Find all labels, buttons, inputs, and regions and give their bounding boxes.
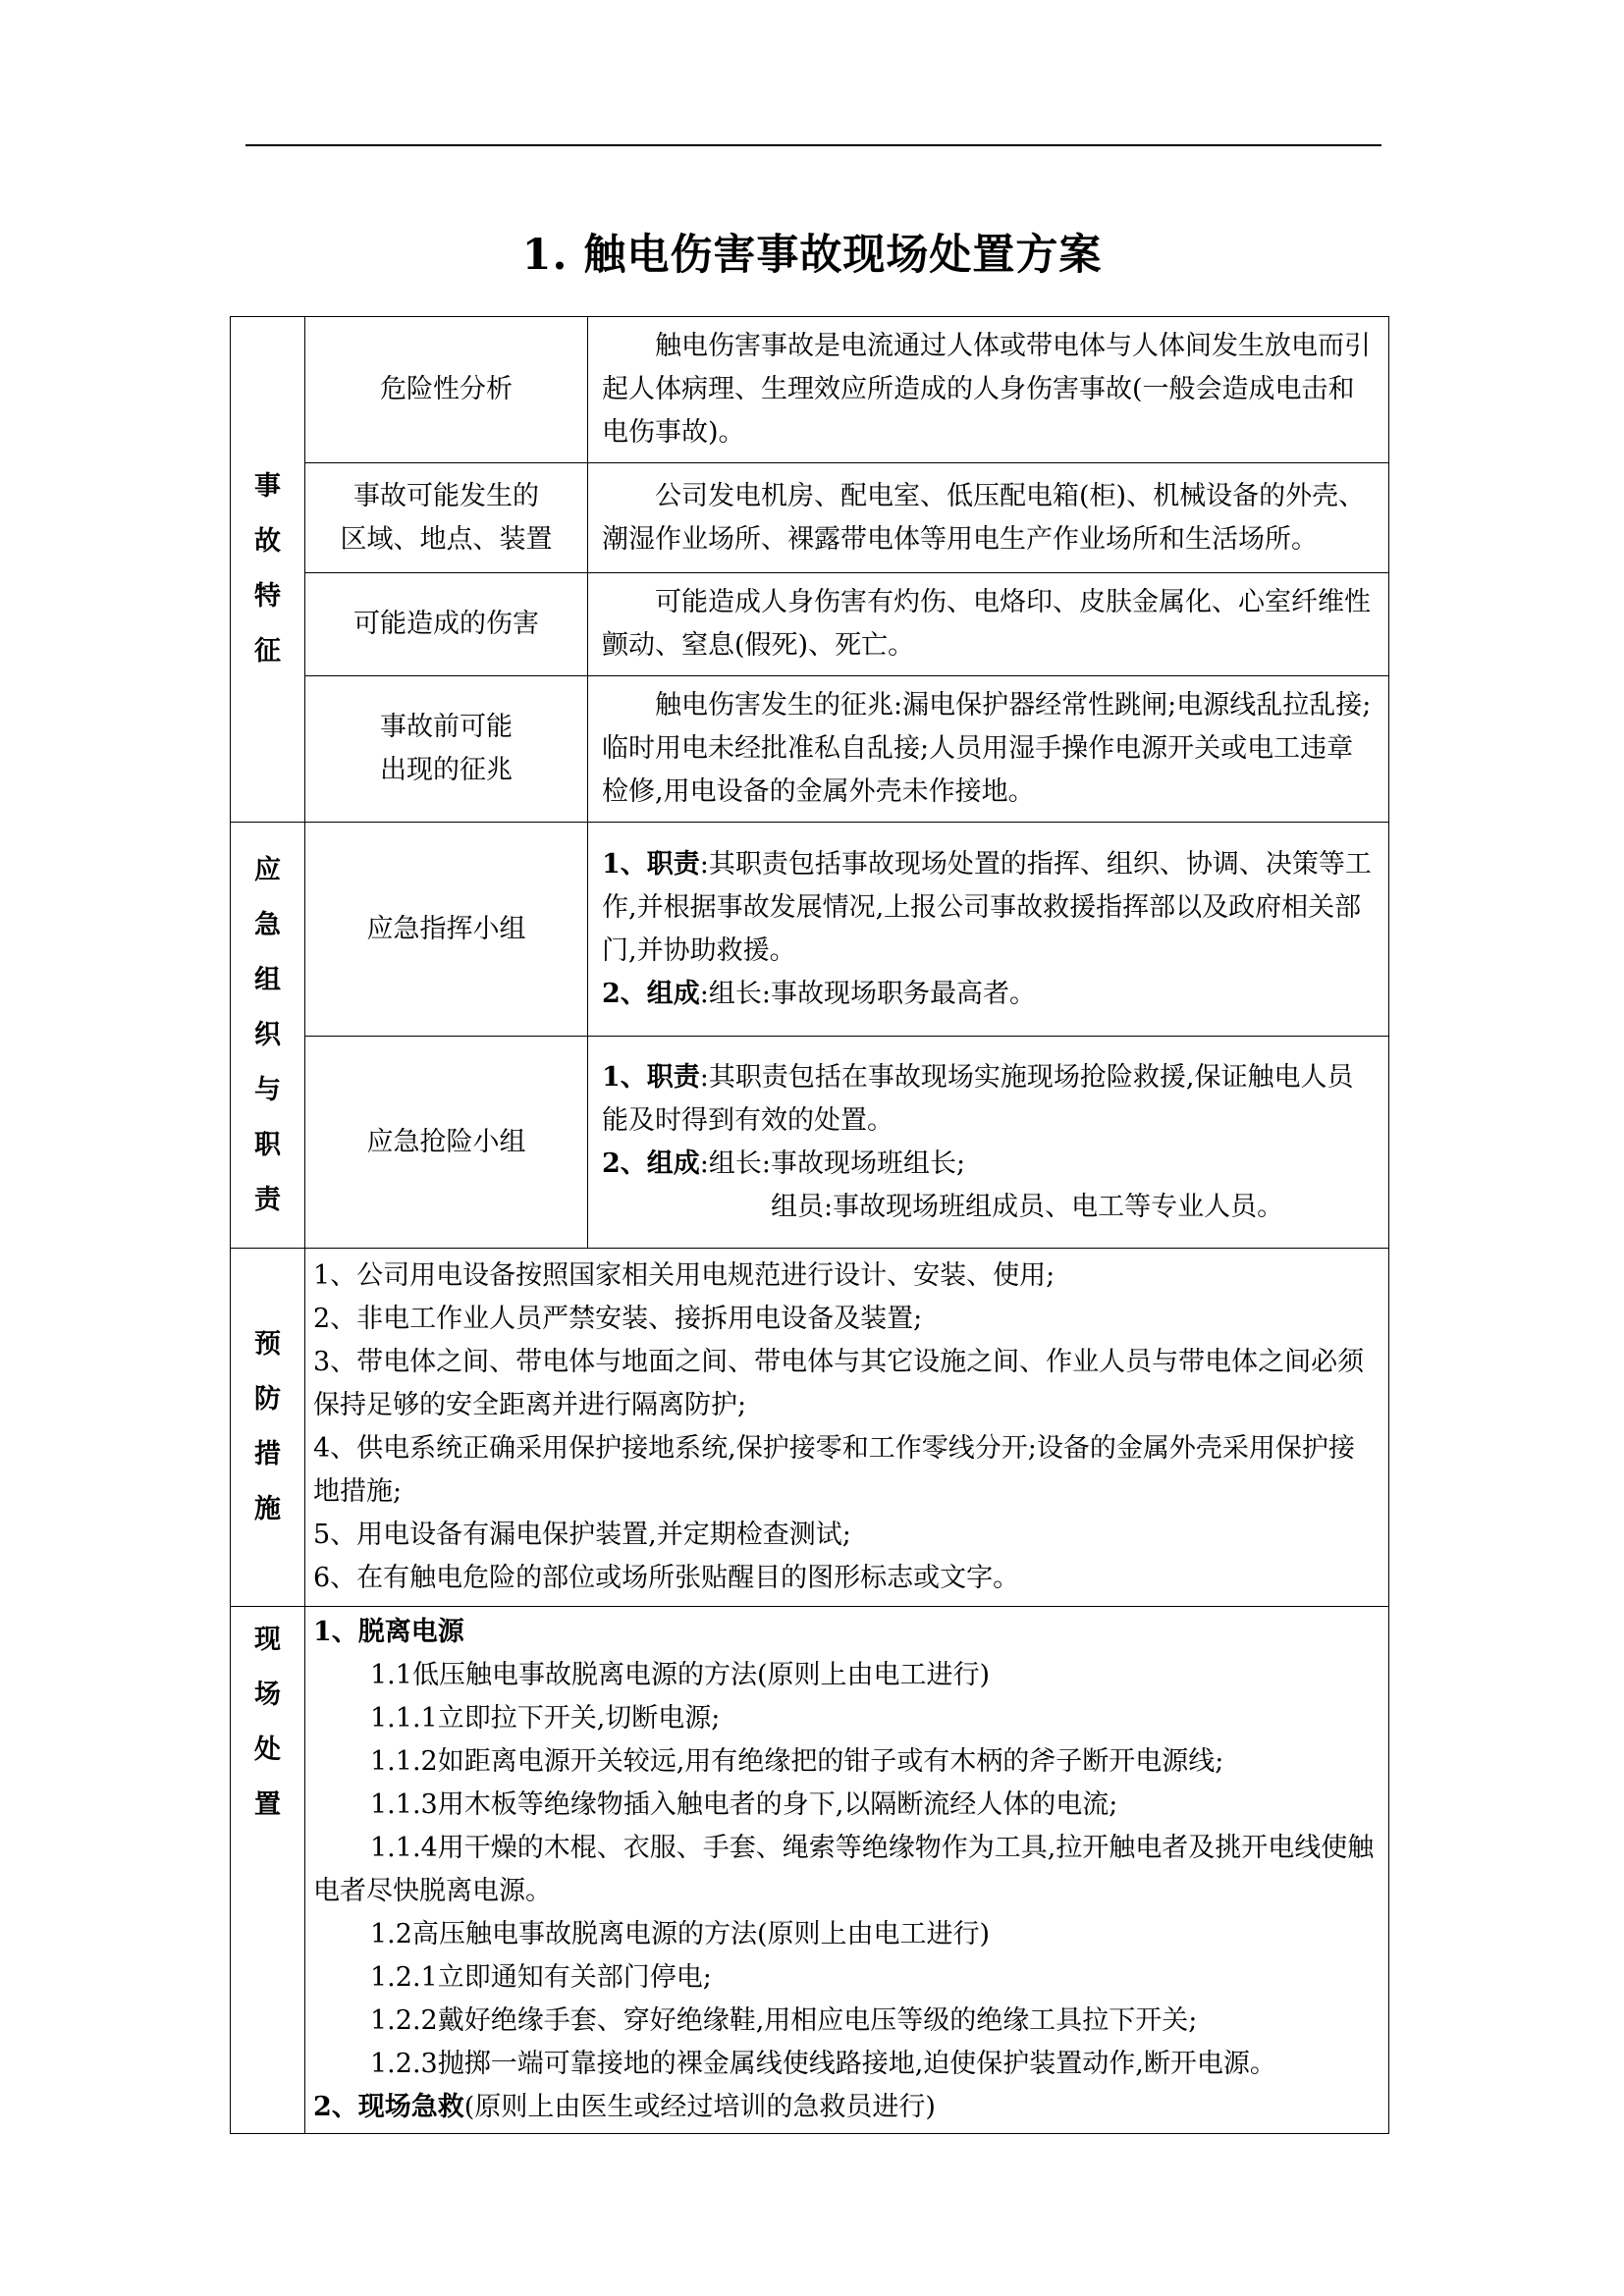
category-onsite-disposal xyxy=(231,1607,305,2134)
category-char: 组 xyxy=(254,964,281,995)
row-label-command-group: 应急指挥小组 xyxy=(305,823,588,1037)
category-char: 与 xyxy=(254,1074,281,1105)
page-title: 1. 触电伤害事故现场处置方案 xyxy=(521,231,1103,280)
step-item: 1.1.4用干燥的木棍、衣服、手套、绳索等绝缘物作为工具,拉开触电者及挑开电线使触电者尽快脱离电源。 xyxy=(313,1833,1375,1906)
category-char: 置 xyxy=(254,1789,281,1820)
category-char: 措 xyxy=(254,1439,281,1469)
header-rule xyxy=(245,144,1381,146)
category-char: 急 xyxy=(254,909,281,940)
row-text-rescue-group: 1、职责:其职责包括在事故现场实施现场抢险救援,保证触电人员能及时得到有效的处置。 2、组成:组长:事故现场班组长; 组员:事故现场班组成员、电工等专业人员。 xyxy=(588,1037,1389,1249)
category-char: 织 xyxy=(254,1019,281,1050)
table-row xyxy=(231,573,1389,676)
step-heading: 1、脱离电源 xyxy=(313,1617,464,1647)
step-item: 1.1.2如距离电源开关较远,用有绝缘把的钳子或有木柄的斧子断开电源线; xyxy=(370,1746,1224,1777)
category-char: 场 xyxy=(254,1680,281,1710)
step-item: 1.2.2戴好绝缘手套、穿好绝缘鞋,用相应电压等级的绝缘工具拉下开关; xyxy=(370,2005,1198,2036)
row-text-possible-harm: 可能造成人身伤害有灼伤、电烙印、皮肤金属化、心室纤维性颤动、窒息(假死)、死亡。 xyxy=(588,573,1389,676)
row-text-command-group: 1、职责:其职责包括事故现场处置的指挥、组织、协调、决策等工作,并根据事故发展情况,上报公司事故救援指挥部以及政府相关部门,并协助救援。 2、组成:组长:事故现场职务最高者。 xyxy=(588,823,1389,1037)
step-item: 1.1.1立即拉下开关,切断电源; xyxy=(370,1703,721,1734)
table-row xyxy=(231,1607,1389,2134)
prevention-measures xyxy=(305,1249,1389,1607)
category-char: 防 xyxy=(254,1384,281,1415)
category-char: 事 xyxy=(254,471,281,502)
table-row xyxy=(231,463,1389,573)
step-item: 1.1.3用木板等绝缘物插入触电者的身下,以隔断流经人体的电流; xyxy=(370,1789,1118,1820)
step-item: 1.2.1立即通知有关部门停电; xyxy=(370,1962,712,1993)
category-char: 责 xyxy=(254,1184,281,1215)
table-row xyxy=(231,317,1389,463)
row-label-possible-areas: 事故可能发生的 区域、地点、装置 xyxy=(305,463,588,573)
row-label-rescue-group: 应急抢险小组 xyxy=(305,1037,588,1249)
row-text-possible-areas: 公司发电机房、配电室、低压配电箱(柜)、机械设备的外壳、潮湿作业场所、裸露带电体等用电生产作业场所和生活场所。 xyxy=(588,463,1389,573)
step-item: 1.2高压触电事故脱离电源的方法(原则上由电工进行) xyxy=(370,1919,991,1949)
step-item: 1.1低压触电事故脱离电源的方法(原则上由电工进行) xyxy=(370,1660,991,1690)
table-row xyxy=(231,1037,1389,1249)
list-item: 3、带电体之间、带电体与地面之间、带电体与其它设施之间、作业人员与带电体之间必须保持足够的安全距离并进行隔离防护; xyxy=(313,1347,1365,1420)
row-label-possible-harm: 可能造成的伤害 xyxy=(305,573,588,676)
onsite-disposal-steps xyxy=(305,1607,1389,2134)
category-prevention xyxy=(231,1249,305,1607)
disposal-plan-table xyxy=(230,316,1389,2134)
row-label-hazard-analysis: 危险性分析 xyxy=(305,317,588,463)
category-emergency-organization xyxy=(231,823,305,1249)
table-row xyxy=(231,1249,1389,1607)
category-char: 征 xyxy=(254,636,281,667)
list-item: 1、公司用电设备按照国家相关用电规范进行设计、安装、使用; xyxy=(313,1260,1056,1291)
category-char: 处 xyxy=(254,1735,281,1765)
category-char: 现 xyxy=(254,1625,281,1655)
list-item: 5、用电设备有漏电保护装置,并定期检查测试; xyxy=(313,1520,851,1550)
row-label-warning-signs: 事故前可能 出现的征兆 xyxy=(305,676,588,823)
list-item: 6、在有触电危险的部位或场所张贴醒目的图形标志或文字。 xyxy=(313,1563,1020,1593)
category-char: 故 xyxy=(254,526,281,557)
step-item: 1.2.3抛掷一端可靠接地的裸金属线使线路接地,迫使保护装置动作,断开电源。 xyxy=(370,2049,1276,2079)
list-item: 4、供电系统正确采用保护接地系统,保护接零和工作零线分开;设备的金属外壳采用保护接地措施; xyxy=(313,1433,1355,1507)
step-heading: 2、现场急救(原则上由医生或经过培训的急救员进行) xyxy=(313,2092,936,2122)
category-char: 应 xyxy=(254,854,281,885)
table-row xyxy=(231,823,1389,1037)
category-char: 预 xyxy=(254,1329,281,1360)
row-text-hazard-analysis: 触电伤害事故是电流通过人体或带电体与人体间发生放电而引起人体病理、生理效应所造成的人身伤害事故(一般会造成电击和电伤事故)。 xyxy=(588,317,1389,463)
row-text-warning-signs: 触电伤害发生的征兆:漏电保护器经常性跳闸;电源线乱拉乱接;临时用电未经批准私自乱接;人员用湿手操作电源开关或电工违章检修,用电设备的金属外壳未作接地。 xyxy=(588,676,1389,823)
category-char: 职 xyxy=(254,1129,281,1160)
list-item: 2、非电工作业人员严禁安装、接拆用电设备及装置; xyxy=(313,1304,923,1334)
category-accident-features xyxy=(231,317,305,823)
table-row xyxy=(231,676,1389,823)
category-char: 特 xyxy=(254,581,281,612)
category-char: 施 xyxy=(254,1494,281,1524)
